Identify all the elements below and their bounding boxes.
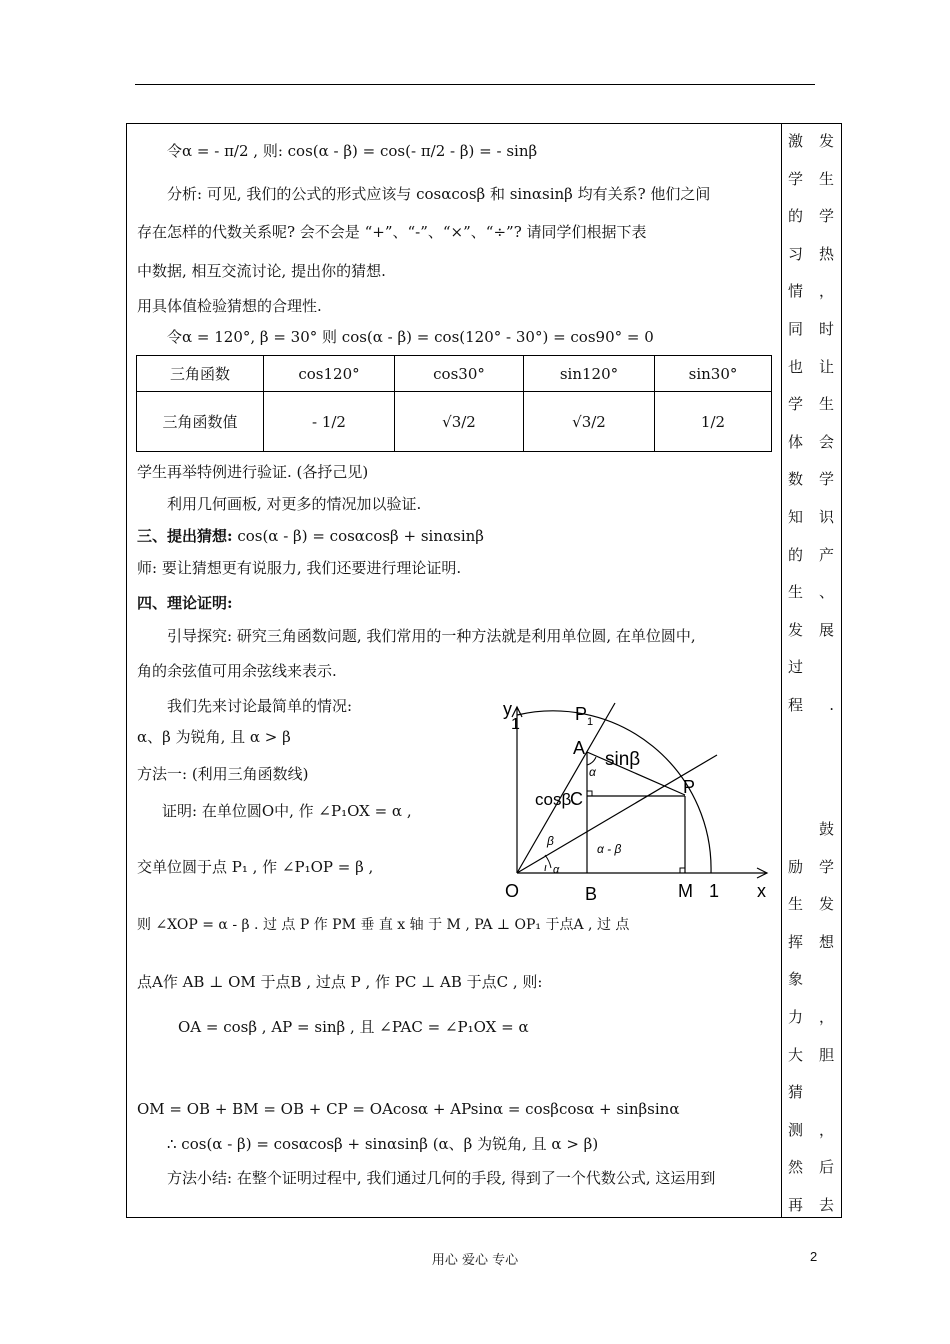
line-summary: 方法小结: 在整个证明过程中, 我们通过几何的手段, 得到了一个代数公式, 这运用到 xyxy=(167,1169,716,1187)
table-header: cos30° xyxy=(395,356,524,392)
label-x-one: 1 xyxy=(709,881,720,901)
side-note-line: 习热 xyxy=(788,244,834,263)
line-geometry-board: 利用几何画板, 对更多的情况加以验证. xyxy=(167,495,422,513)
label-a: A xyxy=(573,738,586,758)
label-alpha-minus-beta: α - β xyxy=(597,842,622,856)
right-angle-m xyxy=(680,868,685,873)
line-acute: α、β 为锐角, 且 α > β xyxy=(137,728,291,746)
line-proof-1: 证明: 在单位圆O中, 作 ∠P₁OX = α , xyxy=(162,802,412,820)
side-note-line: 挥想 xyxy=(788,932,834,951)
side-note-line: 体会 xyxy=(788,432,834,451)
side-note-line: 生发 xyxy=(788,895,834,914)
label-p: P xyxy=(683,777,696,797)
label-beta: β xyxy=(547,834,554,848)
side-note-line: 程. xyxy=(788,695,834,714)
side-note-line: 励学 xyxy=(788,857,834,876)
side-note-line: 象 xyxy=(788,970,804,989)
line-teacher: 师: 要让猜想更有说服力, 我们还要进行理论证明. xyxy=(137,559,462,577)
label-p1-sub: 1 xyxy=(587,716,594,728)
line-simple-case: 我们先来讨论最简单的情况: xyxy=(167,697,353,715)
line-proof-5: OA = cosβ , AP = sinβ , 且 ∠PAC = ∠P₁OX = α xyxy=(178,1018,529,1036)
table-row-label: 三角函数值 xyxy=(137,392,264,452)
line-substitution: 令α = - π/2 , 则: cos(α - β) = cos(- π/2 - β) = - sinβ xyxy=(167,142,538,160)
side-note-line: 发展 xyxy=(788,620,834,639)
label-y: y xyxy=(503,699,512,719)
side-note-a xyxy=(788,123,834,725)
line-proof-2: 交单位圆于点 P₁ , 作 ∠P₁OP = β , xyxy=(137,858,374,876)
column-divider xyxy=(781,123,782,1217)
side-note-line: 的产 xyxy=(788,545,834,564)
angle-arc xyxy=(545,865,546,871)
conjecture-formula: cos(α - β) = cosαcosβ + sinαsinβ xyxy=(237,527,484,545)
line-analysis: 分析: 可见, 我们的公式的形式应该与 cosαcosβ 和 sinαsinβ 均有关系? 他们之间 xyxy=(167,185,711,203)
label-b: B xyxy=(585,884,598,904)
side-note-line: 鼓 xyxy=(818,820,834,838)
side-note-line: 同时 xyxy=(788,319,834,338)
side-note-b xyxy=(788,811,834,1225)
line-proof-3: 则 ∠XOP = α - β . 过 点 P 作 PM 垂 直 x 轴 于 M , PA ⊥ OP₁ 于点A , 过 点 xyxy=(137,917,630,933)
line-check: 用具体值检验猜想的合理性. xyxy=(137,297,322,315)
page-number: 2 xyxy=(810,1249,818,1264)
label-cos-beta: cosβ xyxy=(535,790,572,809)
label-alpha-at-a: α xyxy=(589,765,596,779)
section-heading: 三、提出猜想: xyxy=(137,527,233,545)
right-angle-c xyxy=(587,791,592,796)
side-note-line: 力， xyxy=(788,1007,834,1026)
line-guide: 引导探究: 研究三角函数问题, 我们常用的一种方法就是利用单位圆, 在单位圆中, xyxy=(167,627,696,645)
line-guide-2: 角的余弦值可用余弦线来表示. xyxy=(137,662,337,680)
label-p1: P xyxy=(575,704,588,724)
section-heading-proof: 四、理论证明: xyxy=(137,594,233,612)
label-x: x xyxy=(757,881,766,901)
table-header: sin30° xyxy=(655,356,772,392)
side-note-line: 然后 xyxy=(788,1158,834,1177)
table-cell: √3/2 xyxy=(395,392,524,452)
table-cell: √3/2 xyxy=(524,392,655,452)
line-example: 令α = 120°, β = 30° 则 cos(α - β) = cos(120° - 30°) = cos90° = 0 xyxy=(167,328,654,346)
line-proof-4: 点A作 AB ⊥ OM 于点B , 过点 P , 作 PC ⊥ AB 于点C , 则: xyxy=(137,973,543,991)
side-note-line: 学生 xyxy=(788,169,834,188)
label-o: O xyxy=(505,881,520,901)
side-note-line: 再去 xyxy=(788,1195,834,1214)
table-cell: 1/2 xyxy=(655,392,772,452)
side-note-line: 的学 xyxy=(788,207,834,226)
line-students: 学生再举特例进行验证. (各抒己见) xyxy=(137,463,369,481)
header-rule xyxy=(135,84,815,85)
table-header: 三角函数 xyxy=(137,356,264,392)
table-cell: - 1/2 xyxy=(264,392,395,452)
line-method-one: 方法一: (利用三角函数线) xyxy=(137,765,309,783)
angle-alpha-arc xyxy=(587,757,596,765)
label-m: M xyxy=(678,881,693,901)
side-note-line: 学生 xyxy=(788,395,834,414)
side-note-line: 过 xyxy=(788,658,804,677)
label-c: C xyxy=(570,789,583,809)
unit-circle-diagram xyxy=(495,695,775,910)
line-analysis-3: 中数据, 相互交流讨论, 提出你的猜想. xyxy=(137,262,386,280)
page-footer: 用心 爱心 专心 xyxy=(431,1253,519,1268)
values-table xyxy=(136,355,772,452)
side-note-line: 数学 xyxy=(788,470,834,489)
label-sin-beta: sinβ xyxy=(605,749,641,770)
label-y-one: 1 xyxy=(511,716,520,733)
side-note-line: 生、 xyxy=(788,583,834,602)
label-alpha-at-o: α xyxy=(553,864,560,876)
side-note-line: 猜 xyxy=(788,1083,804,1102)
side-note-line: 情， xyxy=(788,282,834,301)
table-header: cos120° xyxy=(264,356,395,392)
table-header: sin120° xyxy=(524,356,655,392)
side-note-line: 也让 xyxy=(788,357,834,376)
line-analysis-2: 存在怎样的代数关系呢? 会不会是 “+”、“-”、“×”、“÷”? 请同学们根据下表 xyxy=(137,223,647,241)
line-therefore: ∴ cos(α - β) = cosαcosβ + sinαsinβ (α、β 为锐角, 且 α > β) xyxy=(167,1135,599,1153)
side-note-line: 大胆 xyxy=(788,1045,834,1064)
side-note-line: 激发 xyxy=(788,132,834,150)
line-conjecture xyxy=(137,525,484,546)
line-om: OM = OB + BM = OB + CP = OAcosα + APsinα = cosβcosα + sinβsinα xyxy=(137,1100,680,1118)
side-note-line: 知识 xyxy=(788,507,834,526)
side-note-line: 测， xyxy=(788,1120,834,1139)
